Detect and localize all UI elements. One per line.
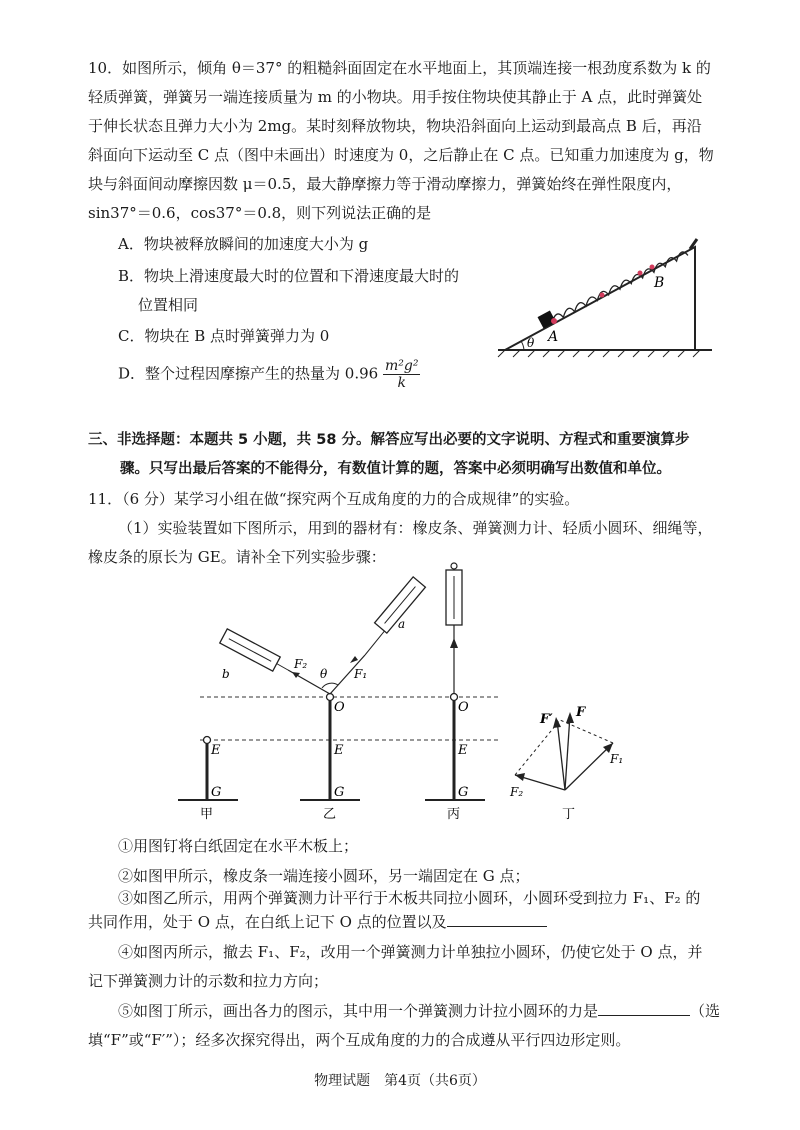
q11-step-5-text: ⑤如图丁所示，画出各力的图示，其中用一个弹簧测力计拉小圆环的力是 (118, 1002, 599, 1020)
label-bing: 丙 (447, 807, 461, 822)
q11-step-5-line-1 (118, 1001, 720, 1021)
q10-figure-label-a: A (548, 329, 559, 345)
answer-blank-1[interactable] (447, 912, 547, 927)
setup-ding (509, 705, 623, 822)
ding-label-f2: F₂ (510, 785, 524, 799)
q10-incline-figure (490, 235, 720, 360)
q10-option-b-line-2: 位置相同 (138, 296, 199, 314)
answer-blank-2[interactable] (598, 1001, 690, 1016)
q11-step-4-line-1: ④如图丙所示，撤去 F₁、F₂，改用一个弹簧测力计单独拉小圆环，仍使它处于 O 点，并 (118, 943, 703, 961)
ding-label-f: F (576, 705, 586, 720)
yi-label-g: G (334, 785, 345, 800)
yi-label-a: a (398, 617, 406, 631)
q10-stem-line-5: 块与斜面间动摩擦因数 μ＝0.5，最大静摩擦力等于滑动摩擦力，弹簧始终在弹性限度内， (88, 175, 682, 193)
q10-option-b-line-1: B．物块上滑速度最大时的位置和下滑速度最大时的 (118, 267, 460, 285)
jia-label-e: E (211, 743, 221, 758)
q10-option-d-fraction (383, 358, 420, 391)
q10-option-d (118, 358, 420, 391)
q11-step-3-line-1: ③如图乙所示，用两个弹簧测力计平行于木板共同拉小圆环，小圆环受到拉力 F₁、F₂ 的 (118, 889, 701, 907)
q11-part1-line-2: 橡皮条的原长为 GE。请补全下列实验步骤： (88, 548, 386, 566)
q11-step-2: ②如图甲所示，橡皮条一端连接小圆环，另一端固定在 G 点； (118, 867, 530, 885)
q11-experiment-figure (170, 560, 640, 825)
q11-step-4-line-2: 记下弹簧测力计的示数和拉力方向； (88, 972, 329, 990)
q11-step-3-text: 共同作用，处于 O 点，在白纸上记下 O 点的位置以及 (88, 913, 447, 931)
jia-label-g: G (211, 785, 222, 800)
bing-label-o: O (458, 700, 469, 715)
q10-option-c: C．物块在 B 点时弹簧弹力为 0 (118, 327, 330, 345)
q11-title: 11．（6 分）某学习小组在做“探究两个互成角度的力的合成规律”的实验。 (88, 490, 580, 508)
q10-figure-theta: θ (527, 336, 535, 350)
q10-stem-line-2: 轻质弹簧，弹簧另一端连接质量为 m 的小物块。用手按住物块使其静止于 A 点，此时弹簧处 (88, 88, 703, 106)
page-footer: 物理试题 第4页（共6页） (314, 1073, 486, 1089)
yi-label-o: O (334, 700, 345, 715)
label-jia: 甲 (200, 807, 214, 822)
q11-step-1: ①用图钉将白纸固定在水平木板上； (118, 837, 359, 855)
q10-option-d-denominator: k (397, 375, 406, 391)
q11-step-3-line-2 (88, 912, 547, 932)
q11-step-5-line-2: 填“F”或“F′”）；经多次探究得出，两个互成角度的力的合成遵从平行四边形定则。 (88, 1031, 631, 1049)
setup-bing (425, 563, 485, 822)
q10-option-d-numerator: m²g² (384, 358, 419, 374)
section3-heading-line-2: 骤。只写出最后答案的不能得分，有数值计算的题，答案中必须明确写出数值和单位。 (120, 461, 671, 477)
bing-label-g: G (458, 785, 469, 800)
ding-label-fprime: F′ (540, 712, 553, 727)
q11-part1-line-1: （1）实验装置如下图所示，用到的器材有：橡皮条、弹簧测力计、轻质小圆环、细绳等， (118, 519, 713, 537)
label-ding: 丁 (562, 807, 576, 822)
setup-yi (220, 577, 426, 822)
q10-stem-line-6: sin37°＝0.6，cos37°＝0.8，则下列说法正确的是 (88, 204, 432, 222)
yi-theta: θ (320, 667, 328, 681)
yi-label-e: E (334, 743, 344, 758)
ding-label-f1: F₁ (610, 752, 624, 766)
setup-jia (178, 737, 238, 823)
q10-stem-line-3: 于伸长状态且弹力大小为 2mg。某时刻释放物块，物块沿斜面向上运动到最高点 B 后，再沿 (88, 117, 702, 135)
yi-label-b: b (222, 667, 230, 681)
label-yi: 乙 (323, 807, 337, 822)
bing-label-e: E (458, 743, 468, 758)
q10-stem-line-4: 斜面向下运动至 C 点（图中未画出）时速度为 0，之后静止在 C 点。已知重力加速度为 g，物 (88, 146, 714, 164)
q11-step-5-end: （选 (690, 1002, 721, 1020)
q10-option-d-text: D．整个过程因摩擦产生的热量为 0.96 (118, 364, 379, 383)
section3-heading-line-1: 三、非选择题：本题共 5 小题，共 58 分。解答应写出必要的文字说明、方程式和重要演算步 (88, 432, 690, 448)
q10-option-a: A．物块被释放瞬间的加速度大小为 g (118, 235, 369, 253)
q10-stem-line-1: 10．如图所示，倾角 θ＝37° 的粗糙斜面固定在水平地面上，其顶端连接一根劲度系数为 k 的 (88, 59, 711, 77)
yi-label-f1: F₁ (354, 667, 368, 681)
q10-figure-label-b: B (654, 275, 665, 291)
yi-label-f2: F₂ (294, 657, 308, 671)
